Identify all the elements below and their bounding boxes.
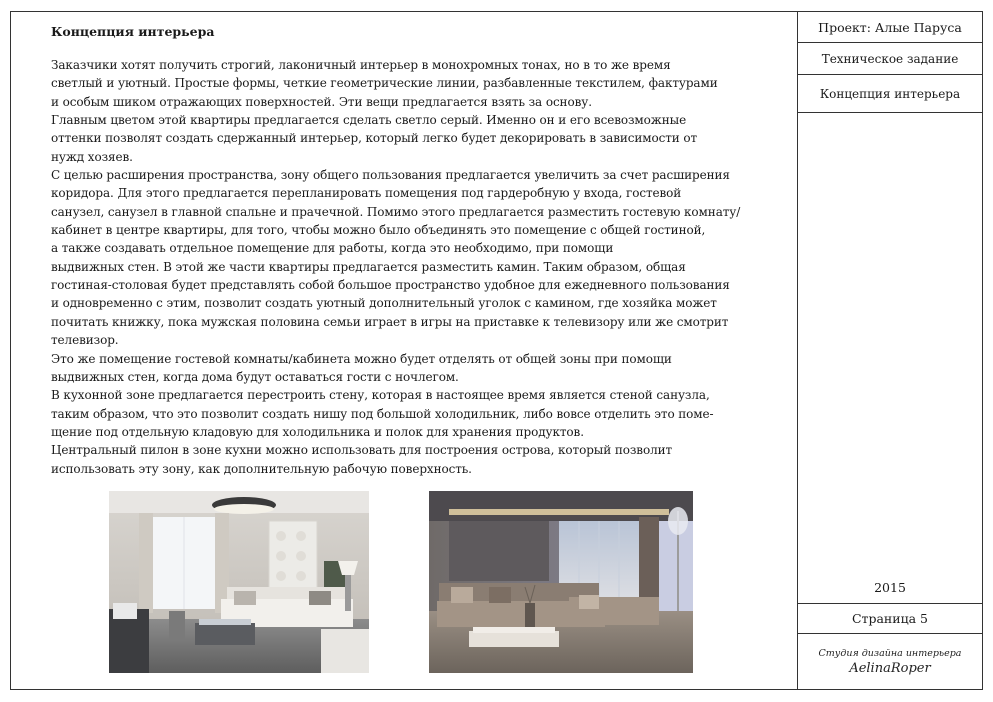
text-line: а также создавать отдельное помещение для работы, когда это необходимо, при помощи <box>51 241 614 256</box>
logo-name: AelinaRoper <box>849 660 931 676</box>
text-line: почитать книжку, пока мужская половина семьи играет в игры на приставке к телевизору или же смотрит <box>51 314 729 329</box>
text-line: гостиная-столовая будет представлять собой большое пространство удобное для ежедневного пользования <box>51 278 730 293</box>
page-frame <box>10 11 983 690</box>
living-room-photo-light <box>109 491 369 673</box>
text-line: телевизор. <box>51 333 119 348</box>
text-line: выдвижных стен. В этой же части квартиры предлагается разместить камин. Таким образом, общая <box>51 259 686 274</box>
document-type: Техническое задание <box>798 43 982 75</box>
page-number: Страница 5 <box>798 604 982 634</box>
text-line: С целью расширения пространства, зону общего пользования предлагается увеличить за счет расширения <box>51 168 730 183</box>
text-line: Главным цветом этой квартиры предлагается сделать светло серый. Именно он и его всевозможные <box>51 113 687 128</box>
text-line: нужд хозяев. <box>51 149 133 164</box>
living-room-photo-evening <box>429 491 693 673</box>
page-title: Концепция интерьера <box>51 24 215 39</box>
text-line: таким образом, что это позволит создать нишу под большой холодильник, либо вовсе отделить это поме- <box>51 406 714 421</box>
project-name: Проект: Алые Паруса <box>798 12 982 43</box>
text-line: оттенки позволят создать сдержанный интерьер, который легко будет декорировать в зависимости от <box>51 131 698 146</box>
logo-tagline: Студия дизайна интерьера <box>818 647 962 659</box>
body-text <box>51 56 791 478</box>
text-line: и одновременно с этим, позволит создать уютный дополнительный уголок с камином, где хозяйка может <box>51 296 717 311</box>
text-line: светлый и уютный. Простые формы, четкие геометрические линии, разбавленные текстилем, фактурами <box>51 76 718 91</box>
text-line: коридора. Для этого предлагается перепланировать помещения под гардеробную у входа, гостевой <box>51 186 682 201</box>
text-line: использовать эту зону, как дополнительную рабочую поверхность. <box>51 461 472 476</box>
text-line: выдвижных стен, когда дома будут оставаться гости с ночлегом. <box>51 369 459 384</box>
text-line: Это же помещение гостевой комнаты/кабинета можно будет отделять от общей зоны при помощи <box>51 351 672 366</box>
text-line: и особым шиком отражающих поверхностей. Эти вещи предлагается взять за основу. <box>51 94 592 109</box>
main-content <box>11 12 797 689</box>
text-line: кабинет в центре квартиры, для того, чтобы можно было объединять это помещение с общей гостиной, <box>51 223 706 238</box>
title-block <box>797 12 982 689</box>
text-line: Заказчики хотят получить строгий, лаконичный интерьер в монохромных тонах, но в то же время <box>51 58 671 72</box>
year-label: 2015 <box>798 572 982 604</box>
text-line: щение под отдельную кладовую для холодильника и полок для хранения продуктов. <box>51 424 584 439</box>
text-line: санузел, санузел в главной спальне и прачечной. Помимо этого предлагается разместить гостевую комнату/ <box>51 204 741 219</box>
studio-logo <box>798 634 982 689</box>
text-line: В кухонной зоне предлагается перестроить стену, которая в настоящее время является стеной санузла, <box>51 388 710 403</box>
section-name: Концепция интерьера <box>798 75 982 113</box>
text-line: Центральный пилон в зоне кухни можно использовать для построения острова, который позволит <box>51 443 673 458</box>
